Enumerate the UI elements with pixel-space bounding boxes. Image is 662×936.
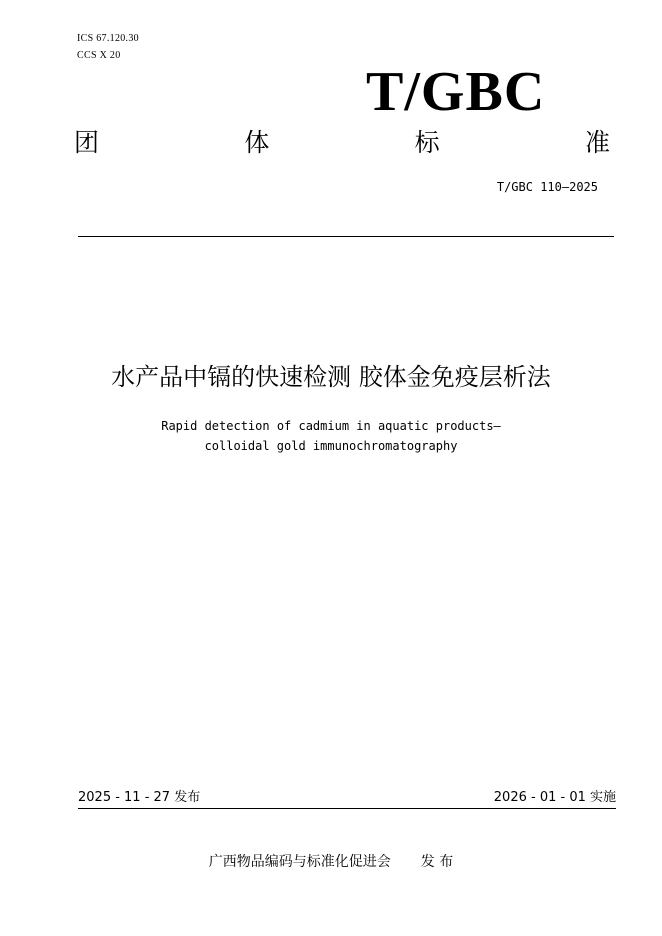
header-divider [78, 236, 614, 237]
publisher-line [0, 853, 662, 871]
document-type [74, 128, 610, 158]
standard-logo: T/GBC [366, 61, 546, 123]
ccs-code: CCS X 20 [77, 50, 121, 61]
title-chinese: 水产品中镉的快速检测 胶体金免疫层析法 [111, 363, 551, 391]
title-english-line-1: Rapid detection of cadmium in aquatic products— [161, 419, 501, 433]
ics-code: ICS 67.120.30 [77, 33, 139, 44]
implementation-date: 2026 - 01 - 01 实施 [493, 790, 616, 805]
title-english-line-2: colloidal gold immunochromatography [204, 439, 458, 453]
doc-type-char-2: 体 [244, 128, 270, 157]
standard-number: T/GBC 110—2025 [496, 180, 598, 194]
doc-type-char-4: 准 [584, 128, 610, 157]
doc-type-char-3: 标 [414, 128, 440, 157]
doc-type-char-1: 团 [74, 128, 100, 157]
publish-label: 发 布 [420, 854, 454, 870]
publisher-name: 广西物品编码与标准化促进会 [208, 854, 391, 870]
publish-date: 2025 - 11 - 27 发布 [78, 790, 201, 805]
footer-divider [78, 808, 616, 809]
